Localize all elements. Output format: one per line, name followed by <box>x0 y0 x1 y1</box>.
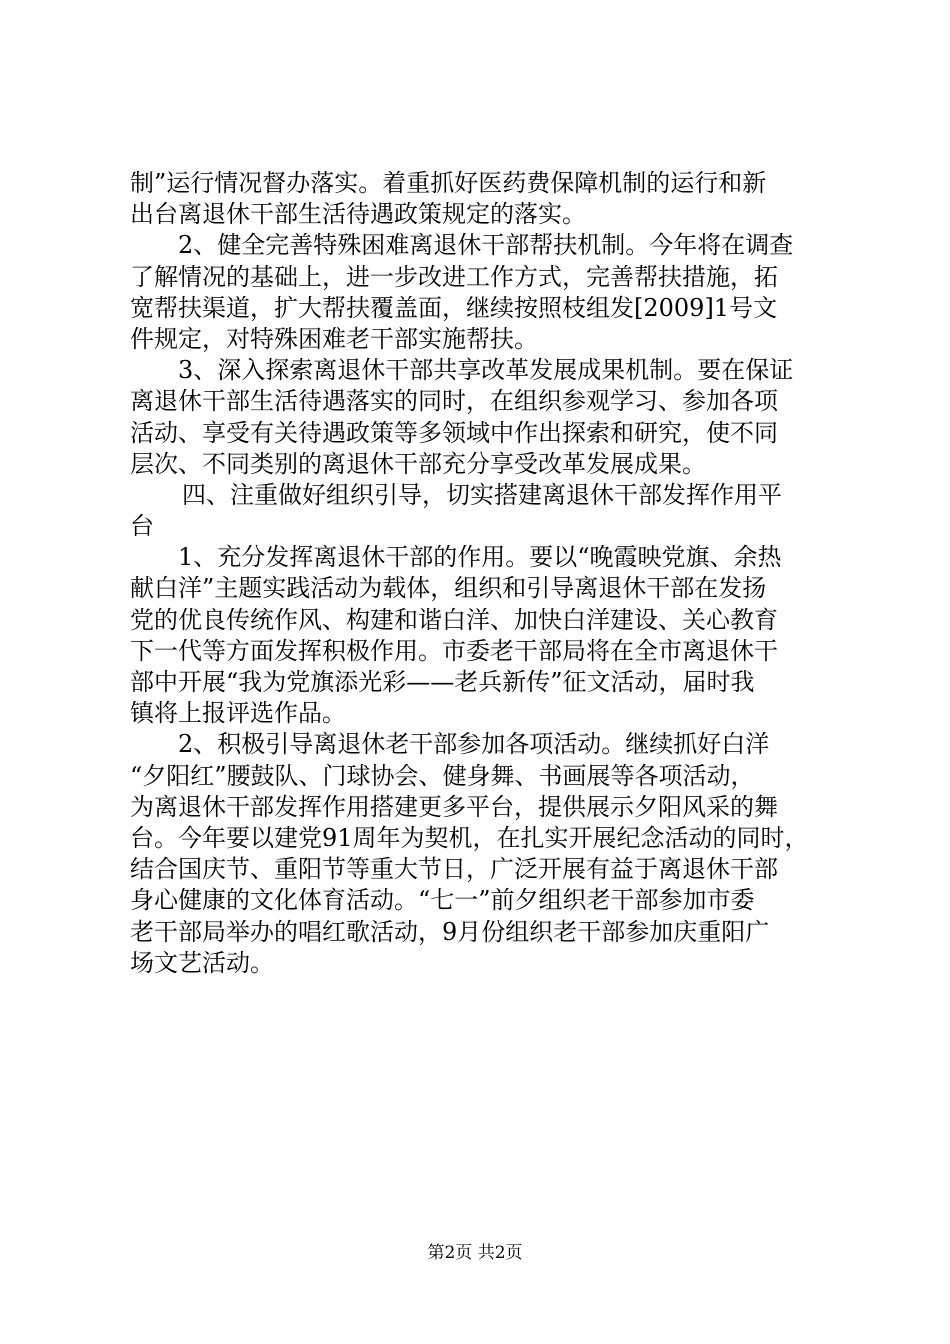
text-line: 制”运行情况督办落实。着重抓好医药费保障机制的运行和新 <box>130 169 767 197</box>
text-line: 层次、不同类别的离退休干部充分享受改革发展成果。 <box>130 449 706 478</box>
text-line: 场文艺活动。 <box>130 948 274 977</box>
text-line: 2、健全完善特殊困难离退休干部帮扶机制。今年将在调查 <box>178 231 794 260</box>
text-line: 下一代等方面发挥积极作用。市委老干部局将在全市离退休干 <box>130 636 778 665</box>
text-line: 2、积极引导离退休老干部参加各项活动。继续抓好白洋 <box>178 730 770 759</box>
page-number-label: 第2页 共2页 <box>427 1243 523 1263</box>
text-line: 结合国庆节、重阳节等重大节日，广泛开展有益于离退休干部 <box>130 855 778 884</box>
text-line: 1、充分发挥离退休干部的作用。要以“晚霞映党旗、余热 <box>178 543 782 572</box>
text-line: 宽帮扶渠道，扩大帮扶覆盖面，继续按照枝组发[2009]1号文 <box>130 293 778 322</box>
text-line: 老干部局举办的唱红歌活动，9月份组织老干部参加庆重阳广 <box>130 917 770 946</box>
text-line: 部中开展“我为党旗添光彩——老兵新传”征文活动，届时我 <box>130 668 755 696</box>
text-line: 出台离退休干部生活待遇政策规定的落实。 <box>130 200 586 229</box>
text-line: 为离退休干部发挥作用搭建更多平台，提供展示夕阳风采的舞 <box>130 792 778 821</box>
text-line: 3、深入探索离退休干部共享改革发展成果机制。要在保证 <box>178 356 794 385</box>
text-line: 离退休干部生活待遇落实的同时，在组织参观学习、参加各项 <box>130 387 778 416</box>
text-line: 镇将上报评选作品。 <box>130 699 346 728</box>
text-line: 件规定，对特殊困难老干部实施帮扶。 <box>130 324 538 353</box>
text-line: 身心健康的文化体育活动。“七一”前夕组织老干部参加市委 <box>130 886 755 915</box>
text-line: 党的优良传统作风、构建和谐白洋、加快白洋建设、关心教育 <box>130 605 778 634</box>
text-line: 了解情况的基础上，进一步改进工作方式，完善帮扶措施，拓 <box>130 262 778 291</box>
text-line: 台。今年要以建党91周年为契机，在扎实开展纪念活动的同时， <box>130 823 809 852</box>
page-footer <box>0 1241 950 1265</box>
text-line: “夕阳红”腰鼓队、门球协会、健身舞、书画展等各项活动， <box>130 761 755 790</box>
section-heading: 四、注重做好组织引导，切实搭建离退休干部发挥作用平 <box>182 480 782 509</box>
document-body <box>130 168 830 979</box>
section-heading-continued: 台 <box>130 512 154 541</box>
text-line: 活动、享受有关待遇政策等多领域中作出探索和研究，使不同 <box>130 418 778 447</box>
text-line: 献白洋”主题实践活动为载体，组织和引导离退休干部在发扬 <box>130 574 767 603</box>
